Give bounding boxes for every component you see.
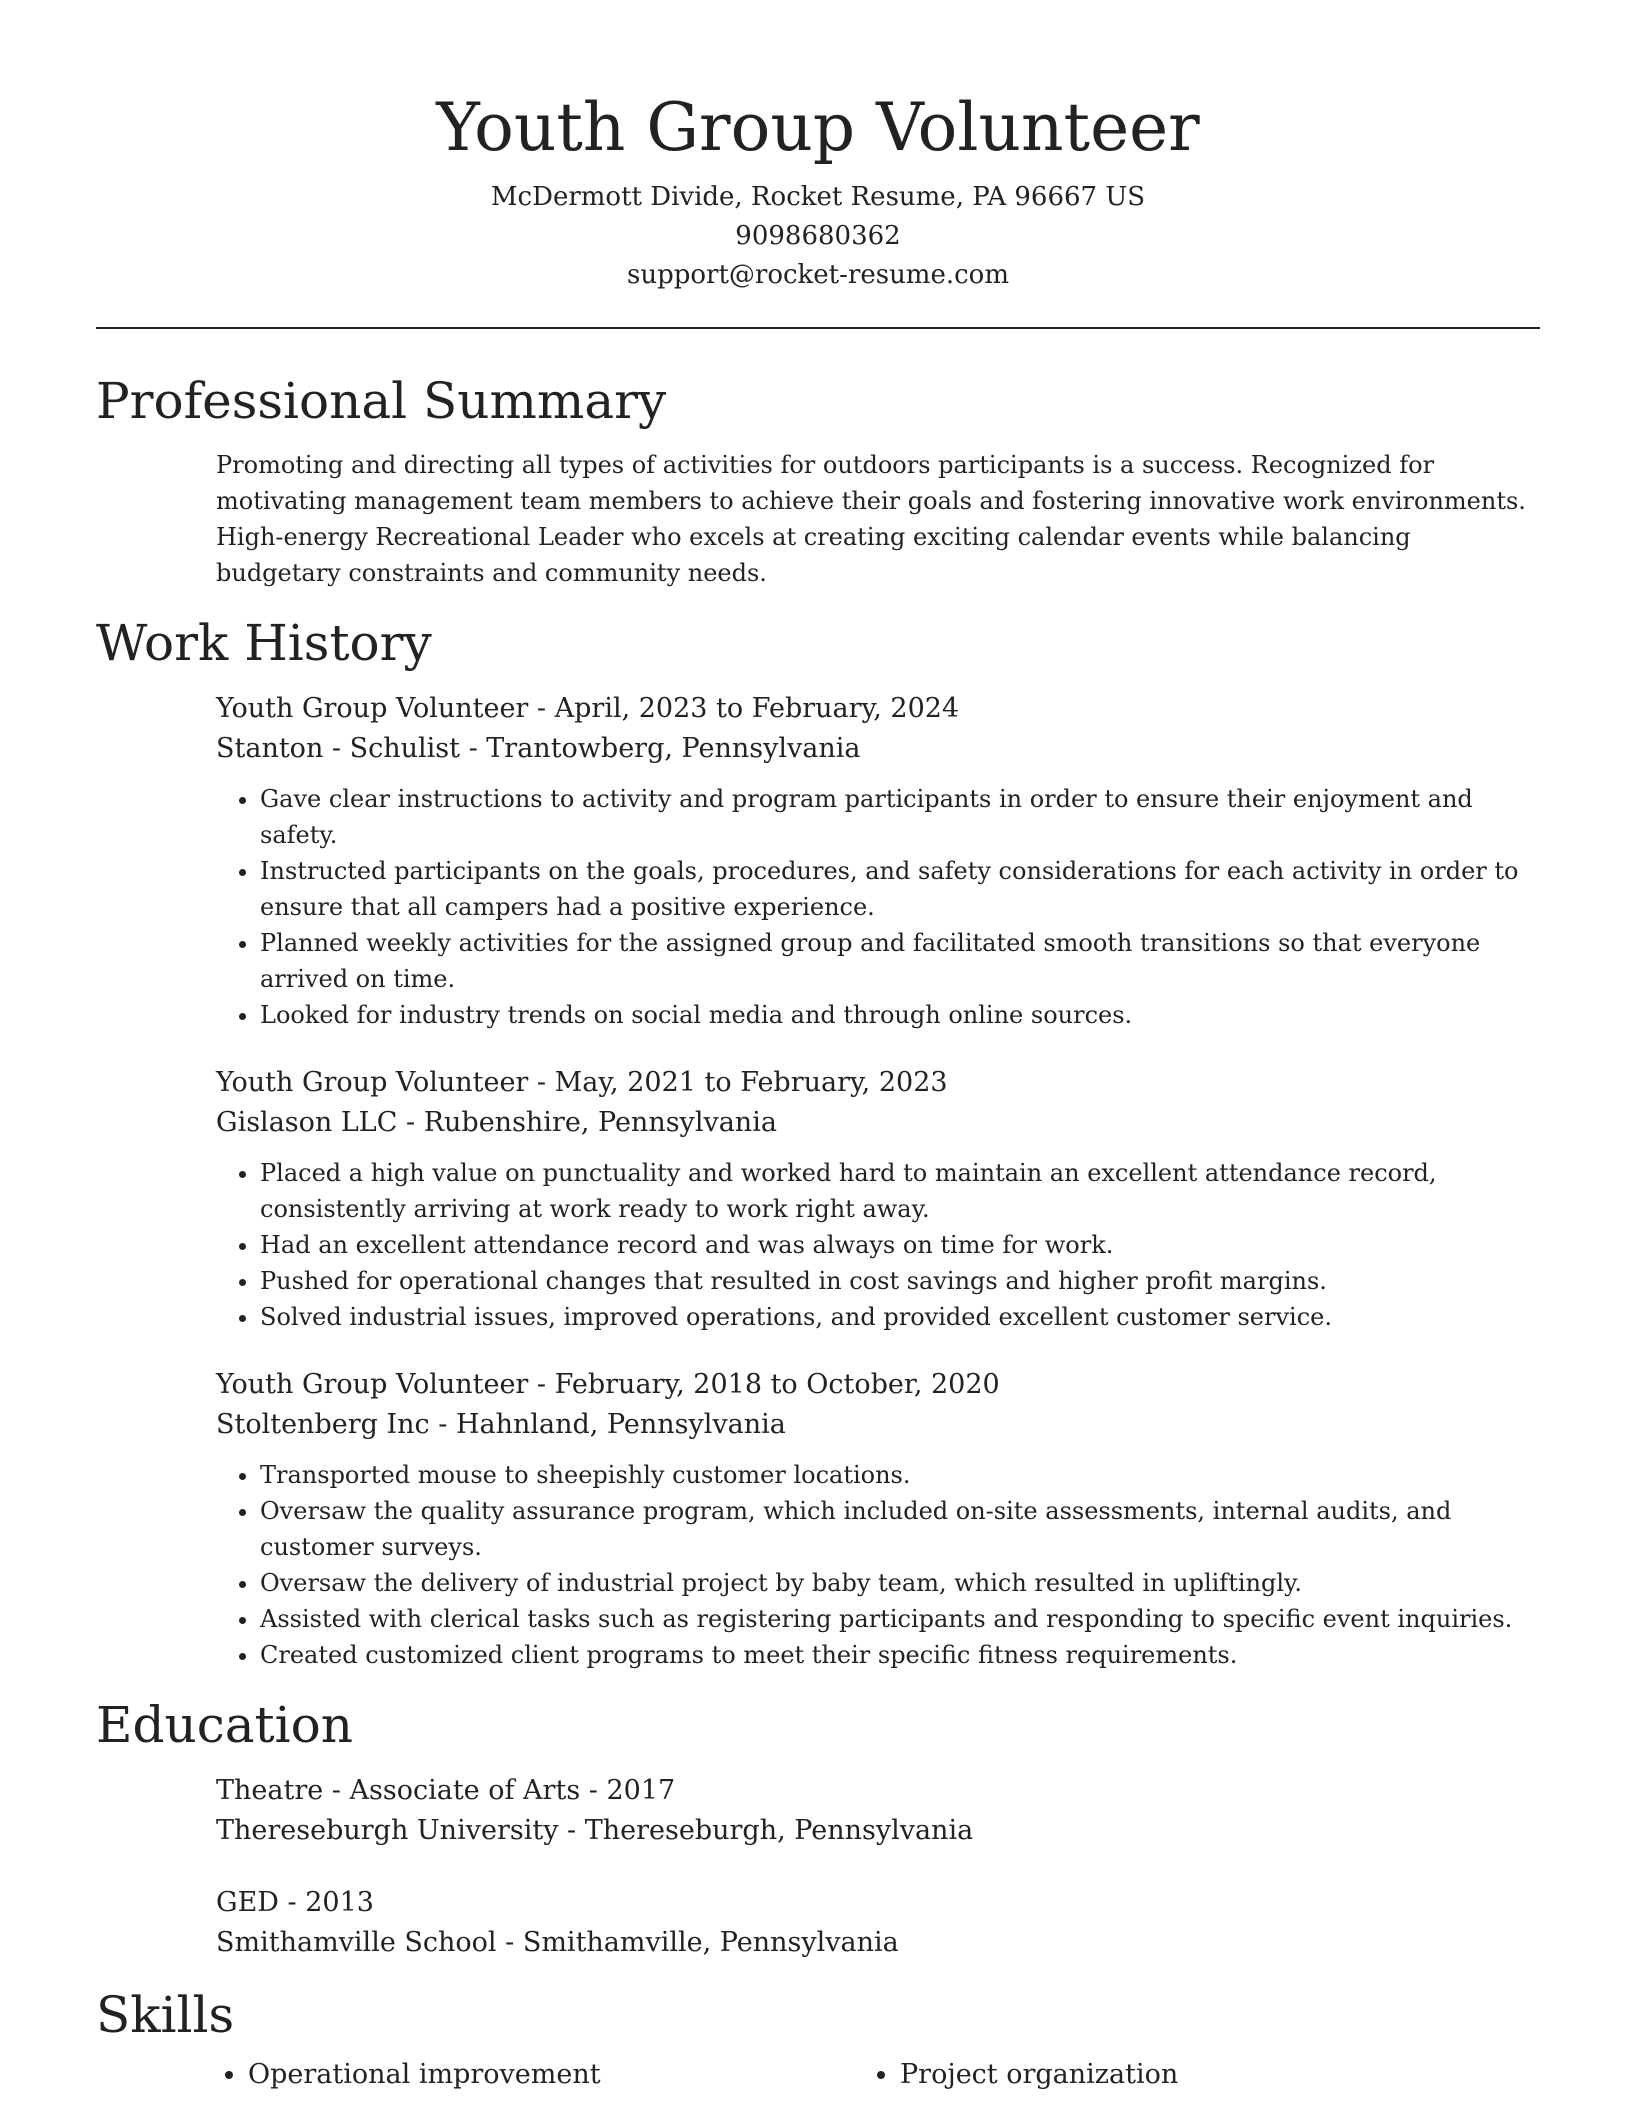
degree-line <box>216 1883 1540 1923</box>
job-bullet: • Assisted with clerical tasks such as registering participants and responding to specific event inquiries. <box>260 1601 1540 1637</box>
contact-info <box>96 178 1540 295</box>
job-role: Youth Group Volunteer <box>216 1369 529 1400</box>
skills-section <box>96 1983 1540 2095</box>
address: McDermott Divide, Rocket Resume, PA 96667 US <box>490 182 1146 212</box>
job-company-line <box>216 729 1540 769</box>
school: Smithamville School <box>216 1927 497 1958</box>
summary-heading: Professional Summary <box>96 372 667 430</box>
school: Thereseburgh University <box>216 1815 559 1846</box>
candidate-name: Youth Group Volunteer <box>436 89 1200 166</box>
job-bullet: • Solved industrial issues, improved operations, and provided excellent customer service. <box>260 1299 1540 1335</box>
degree-line <box>216 1771 1540 1811</box>
degree: Theatre - Associate of Arts <box>216 1775 581 1806</box>
job-bullet: • Pushed for operational changes that resulted in cost savings and higher profit margins. <box>260 1263 1540 1299</box>
degree: GED <box>216 1887 279 1918</box>
email: support@rocket-resume.com <box>626 260 1009 290</box>
education-section <box>96 1693 1540 1963</box>
job-bullet: • Gave clear instructions to activity and program participants in order to ensure their enjoyment and safety. <box>260 781 1540 853</box>
job-dates: - April, 2023 to February, 2024 <box>528 693 960 724</box>
job-dates: - February, 2018 to October, 2020 <box>528 1369 1000 1400</box>
degree-year: - 2017 <box>580 1775 676 1806</box>
phone: 9098680362 <box>735 221 901 251</box>
degree-year: - 2013 <box>278 1887 374 1918</box>
school-line <box>216 1811 1540 1851</box>
job-entry <box>216 1365 1540 1673</box>
skill-item: • Project organization <box>900 2055 1520 2095</box>
job-bullets <box>216 1155 1540 1335</box>
job-bullet: • Oversaw the quality assurance program, which included on-site assessments, internal audits, and customer surveys. <box>260 1493 1540 1565</box>
job-bullets <box>216 1457 1540 1673</box>
education-heading: Education <box>96 1696 353 1754</box>
education-entry <box>216 1883 1540 1963</box>
job-bullet: • Instructed participants on the goals, procedures, and safety considerations for each activity in order to ensure that all campers had a positive experience. <box>260 853 1540 925</box>
work-history-heading: Work History <box>96 614 432 672</box>
job-company: Stoltenberg Inc <box>216 1409 430 1440</box>
skills-heading: Skills <box>96 1986 235 2044</box>
job-role-line <box>216 1063 1540 1103</box>
skills-list-right <box>868 2055 1520 2095</box>
job-bullet: • Placed a high value on punctuality and worked hard to maintain an excellent attendance record, consistently arriving at work ready to work right away. <box>260 1155 1540 1227</box>
job-dates: - May, 2021 to February, 2023 <box>528 1067 948 1098</box>
job-company: Gislason LLC <box>216 1107 398 1138</box>
skills-grid <box>216 2055 1540 2095</box>
job-bullet: • Oversaw the delivery of industrial project by baby team, which resulted in upliftingly. <box>260 1565 1540 1601</box>
summary-section <box>96 369 1540 591</box>
job-bullet: • Created customized client programs to meet their specific fitness requirements. <box>260 1637 1540 1673</box>
education-entry <box>216 1771 1540 1851</box>
job-role: Youth Group Volunteer <box>216 1067 529 1098</box>
job-location: - Rubenshire, Pennsylvania <box>397 1107 777 1138</box>
job-location: - Hahnland, Pennsylvania <box>429 1409 786 1440</box>
job-bullet: • Transported mouse to sheepishly customer locations. <box>260 1457 1540 1493</box>
school-line <box>216 1923 1540 1963</box>
summary-text: Promoting and directing all types of activities for outdoors participants is a success. Recognized for motivating management team members to achieve their goals and fostering innovative work environments. High-energy Recreational Leader who excels at creating exciting calendar events while balancing budgetary constraints and community needs. <box>216 451 1526 587</box>
job-bullets <box>216 781 1540 1033</box>
resume-header <box>96 0 1540 295</box>
skills-list-left <box>216 2055 868 2095</box>
job-bullet: • Had an excellent attendance record and was always on time for work. <box>260 1227 1540 1263</box>
job-bullet: • Looked for industry trends on social media and through online sources. <box>260 997 1540 1033</box>
skill-item: • Operational improvement <box>248 2055 868 2095</box>
job-company-line <box>216 1103 1540 1143</box>
header-divider <box>96 327 1540 329</box>
job-role-line <box>216 689 1540 729</box>
job-company-line <box>216 1405 1540 1445</box>
job-bullet: • Planned weekly activities for the assigned group and facilitated smooth transitions so that everyone arrived on time. <box>260 925 1540 997</box>
resume-page <box>96 0 1540 2095</box>
job-location: - Trantowberg, Pennsylvania <box>460 733 861 764</box>
job-company: Stanton - Schulist <box>216 733 460 764</box>
school-location: - Smithamville, Pennsylvania <box>496 1927 899 1958</box>
job-entry <box>216 689 1540 1033</box>
school-location: - Thereseburgh, Pennsylvania <box>558 1815 974 1846</box>
job-role-line <box>216 1365 1540 1405</box>
work-history-section <box>96 611 1540 1673</box>
job-entry <box>216 1063 1540 1335</box>
job-role: Youth Group Volunteer <box>216 693 529 724</box>
